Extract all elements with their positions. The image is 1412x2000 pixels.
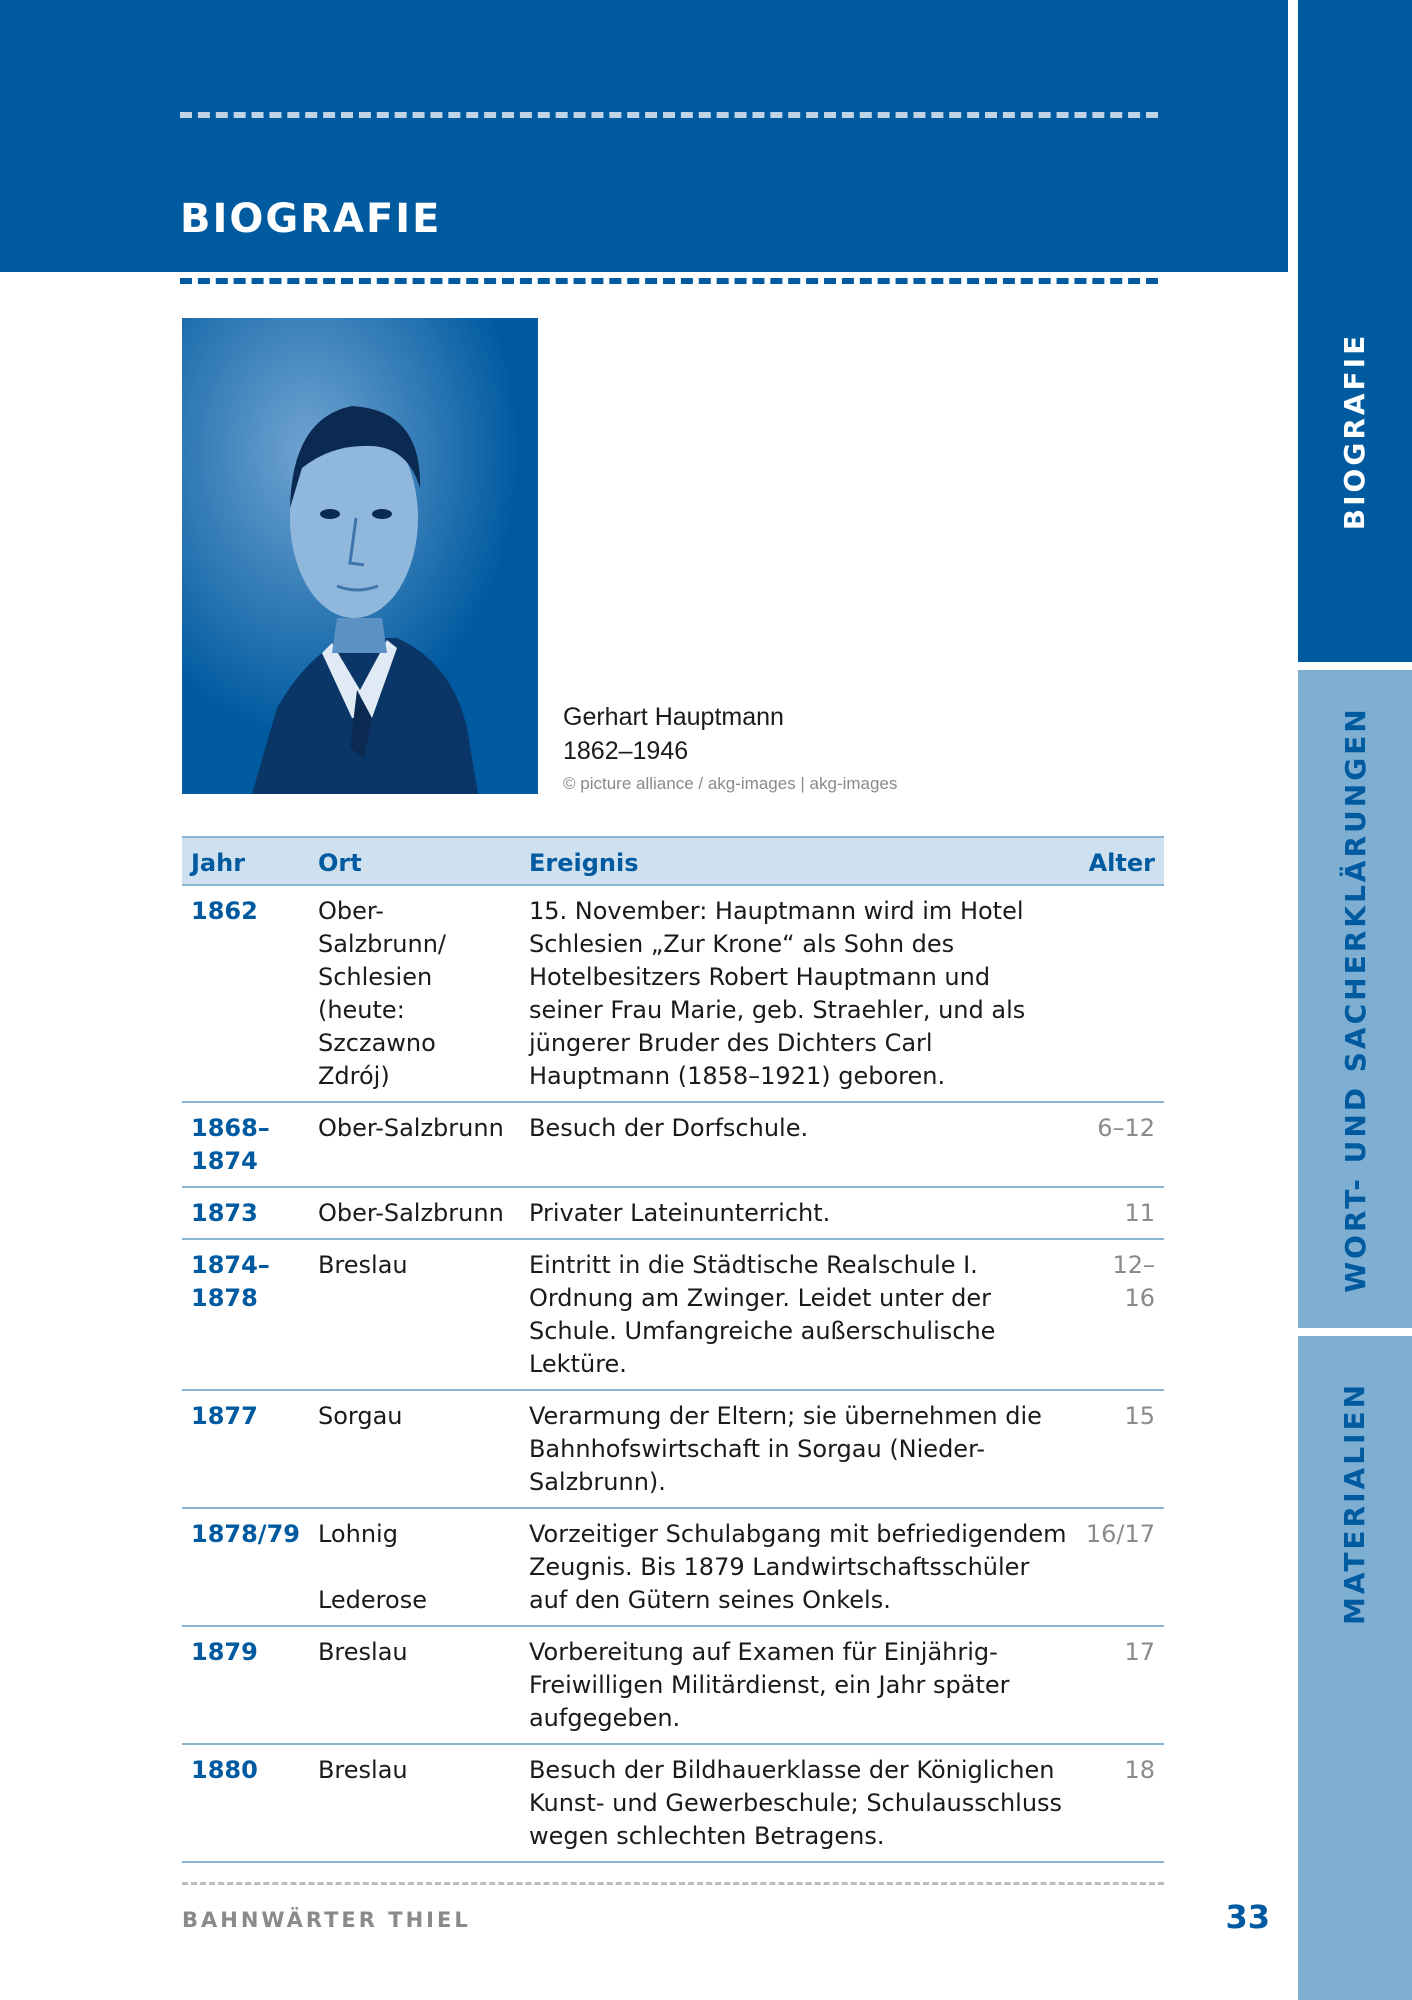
table-row	[182, 1102, 1164, 1187]
header-banner	[0, 0, 1288, 272]
column-header-jahr: Jahr	[182, 837, 309, 885]
column-header-ort: Ort	[309, 837, 520, 885]
cell-alter: 12–16	[1077, 1239, 1164, 1390]
table-row	[182, 885, 1164, 1102]
table-row	[182, 1239, 1164, 1390]
caption-name: Gerhart Hauptmann	[563, 703, 784, 731]
cell-alter: 16/17	[1077, 1508, 1164, 1626]
tab-wort-und-sacherklaerungen[interactable]	[1298, 670, 1412, 1328]
column-header-ereignis: Ereignis	[520, 837, 1077, 885]
cell-jahr: 1877	[182, 1390, 309, 1508]
cell-jahr: 1873	[182, 1187, 309, 1239]
portrait-illustration	[182, 318, 538, 794]
biography-table	[182, 836, 1164, 1863]
cell-ort	[309, 1508, 520, 1626]
table-row	[182, 1187, 1164, 1239]
cell-ereignis: Vorzeitiger Schulabgang mit befriedigendem Zeugnis. Bis 1879 Landwirtschaftsschüler auf den Gütern seines Onkels.	[520, 1508, 1077, 1626]
table-row	[182, 1626, 1164, 1744]
table-header-row	[182, 837, 1164, 885]
column-header-alter: Alter	[1077, 837, 1164, 885]
page-number: 33	[1225, 1898, 1270, 1936]
cell-alter: 11	[1077, 1187, 1164, 1239]
tab-materialien[interactable]	[1298, 1336, 1412, 2000]
tab-materialien-label: MATERIALIEN	[1338, 1381, 1372, 1625]
page-title: BIOGRAFIE	[180, 196, 442, 242]
cell-ereignis: 15. November: Hauptmann wird im Hotel Schlesien „Zur Krone“ als Sohn des Hotelbesitzers Robert Hauptmann und seiner Frau Marie, geb. Straehler, und als jüngerer Bruder des Dichters Carl Hauptmann (1858–1921) geboren.	[520, 885, 1077, 1102]
table-row	[182, 1508, 1164, 1626]
cell-alter: 6–12	[1077, 1102, 1164, 1187]
cell-ereignis: Besuch der Dorfschule.	[520, 1102, 1077, 1187]
cell-jahr: 1874–1878	[182, 1239, 309, 1390]
cell-jahr: 1878/79	[182, 1508, 309, 1626]
caption-dates: 1862–1946	[563, 737, 689, 765]
cell-alter	[1077, 885, 1164, 1102]
header-divider-top	[180, 112, 1158, 118]
header-divider-bottom	[180, 278, 1158, 284]
cell-ort-line-2: Lederose	[317, 1586, 427, 1614]
cell-jahr: 1868–1874	[182, 1102, 309, 1187]
cell-ereignis: Vorbereitung auf Examen für Einjährig-Freiwilligen Militärdienst, ein Jahr später aufgegeben.	[520, 1626, 1077, 1744]
cell-ort: Ober-Salzbrunn	[309, 1102, 520, 1187]
cell-ereignis: Eintritt in die Städtische Realschule I. Ordnung am Zwinger. Leidet unter der Schule. Umfangreiche außerschulische Lektüre.	[520, 1239, 1077, 1390]
photo-credit: © picture alliance / akg-images | akg-images	[563, 774, 898, 793]
cell-ereignis: Besuch der Bildhauerklasse der Königlichen Kunst- und Gewerbeschule; Schulausschluss wegen schlechten Betragens.	[520, 1744, 1077, 1862]
cell-alter: 18	[1077, 1744, 1164, 1862]
cell-ereignis: Verarmung der Eltern; sie übernehmen die Bahnhofswirtschaft in Sorgau (Nieder-Salzbrunn).	[520, 1390, 1077, 1508]
tab-wort-label: WORT- UND SACHERKLÄRUNGEN	[1338, 705, 1372, 1293]
footer-divider	[182, 1882, 1164, 1885]
table-row	[182, 1744, 1164, 1862]
table-row	[182, 1390, 1164, 1508]
footer-book-title: BAHNWÄRTER THIEL	[182, 1908, 471, 1932]
cell-jahr: 1880	[182, 1744, 309, 1862]
cell-ort: Ober-Salzbrunn/ Schlesien (heute: Szczawno Zdrój)	[309, 885, 520, 1102]
cell-alter: 15	[1077, 1390, 1164, 1508]
tab-biografie-label: BIOGRAFIE	[1338, 332, 1372, 530]
tab-biografie[interactable]	[1298, 0, 1412, 662]
cell-ort: Ober-Salzbrunn	[309, 1187, 520, 1239]
cell-jahr: 1879	[182, 1626, 309, 1744]
cell-ereignis: Privater Lateinunterricht.	[520, 1187, 1077, 1239]
cell-ort: Breslau	[309, 1626, 520, 1744]
cell-ort-line-1: Lohnig	[317, 1520, 398, 1548]
cell-ort: Sorgau	[309, 1390, 520, 1508]
portrait-caption	[563, 700, 897, 798]
cell-ort: Breslau	[309, 1744, 520, 1862]
cell-jahr: 1862	[182, 885, 309, 1102]
portrait-photo	[182, 318, 538, 794]
cell-alter: 17	[1077, 1626, 1164, 1744]
cell-ort: Breslau	[309, 1239, 520, 1390]
